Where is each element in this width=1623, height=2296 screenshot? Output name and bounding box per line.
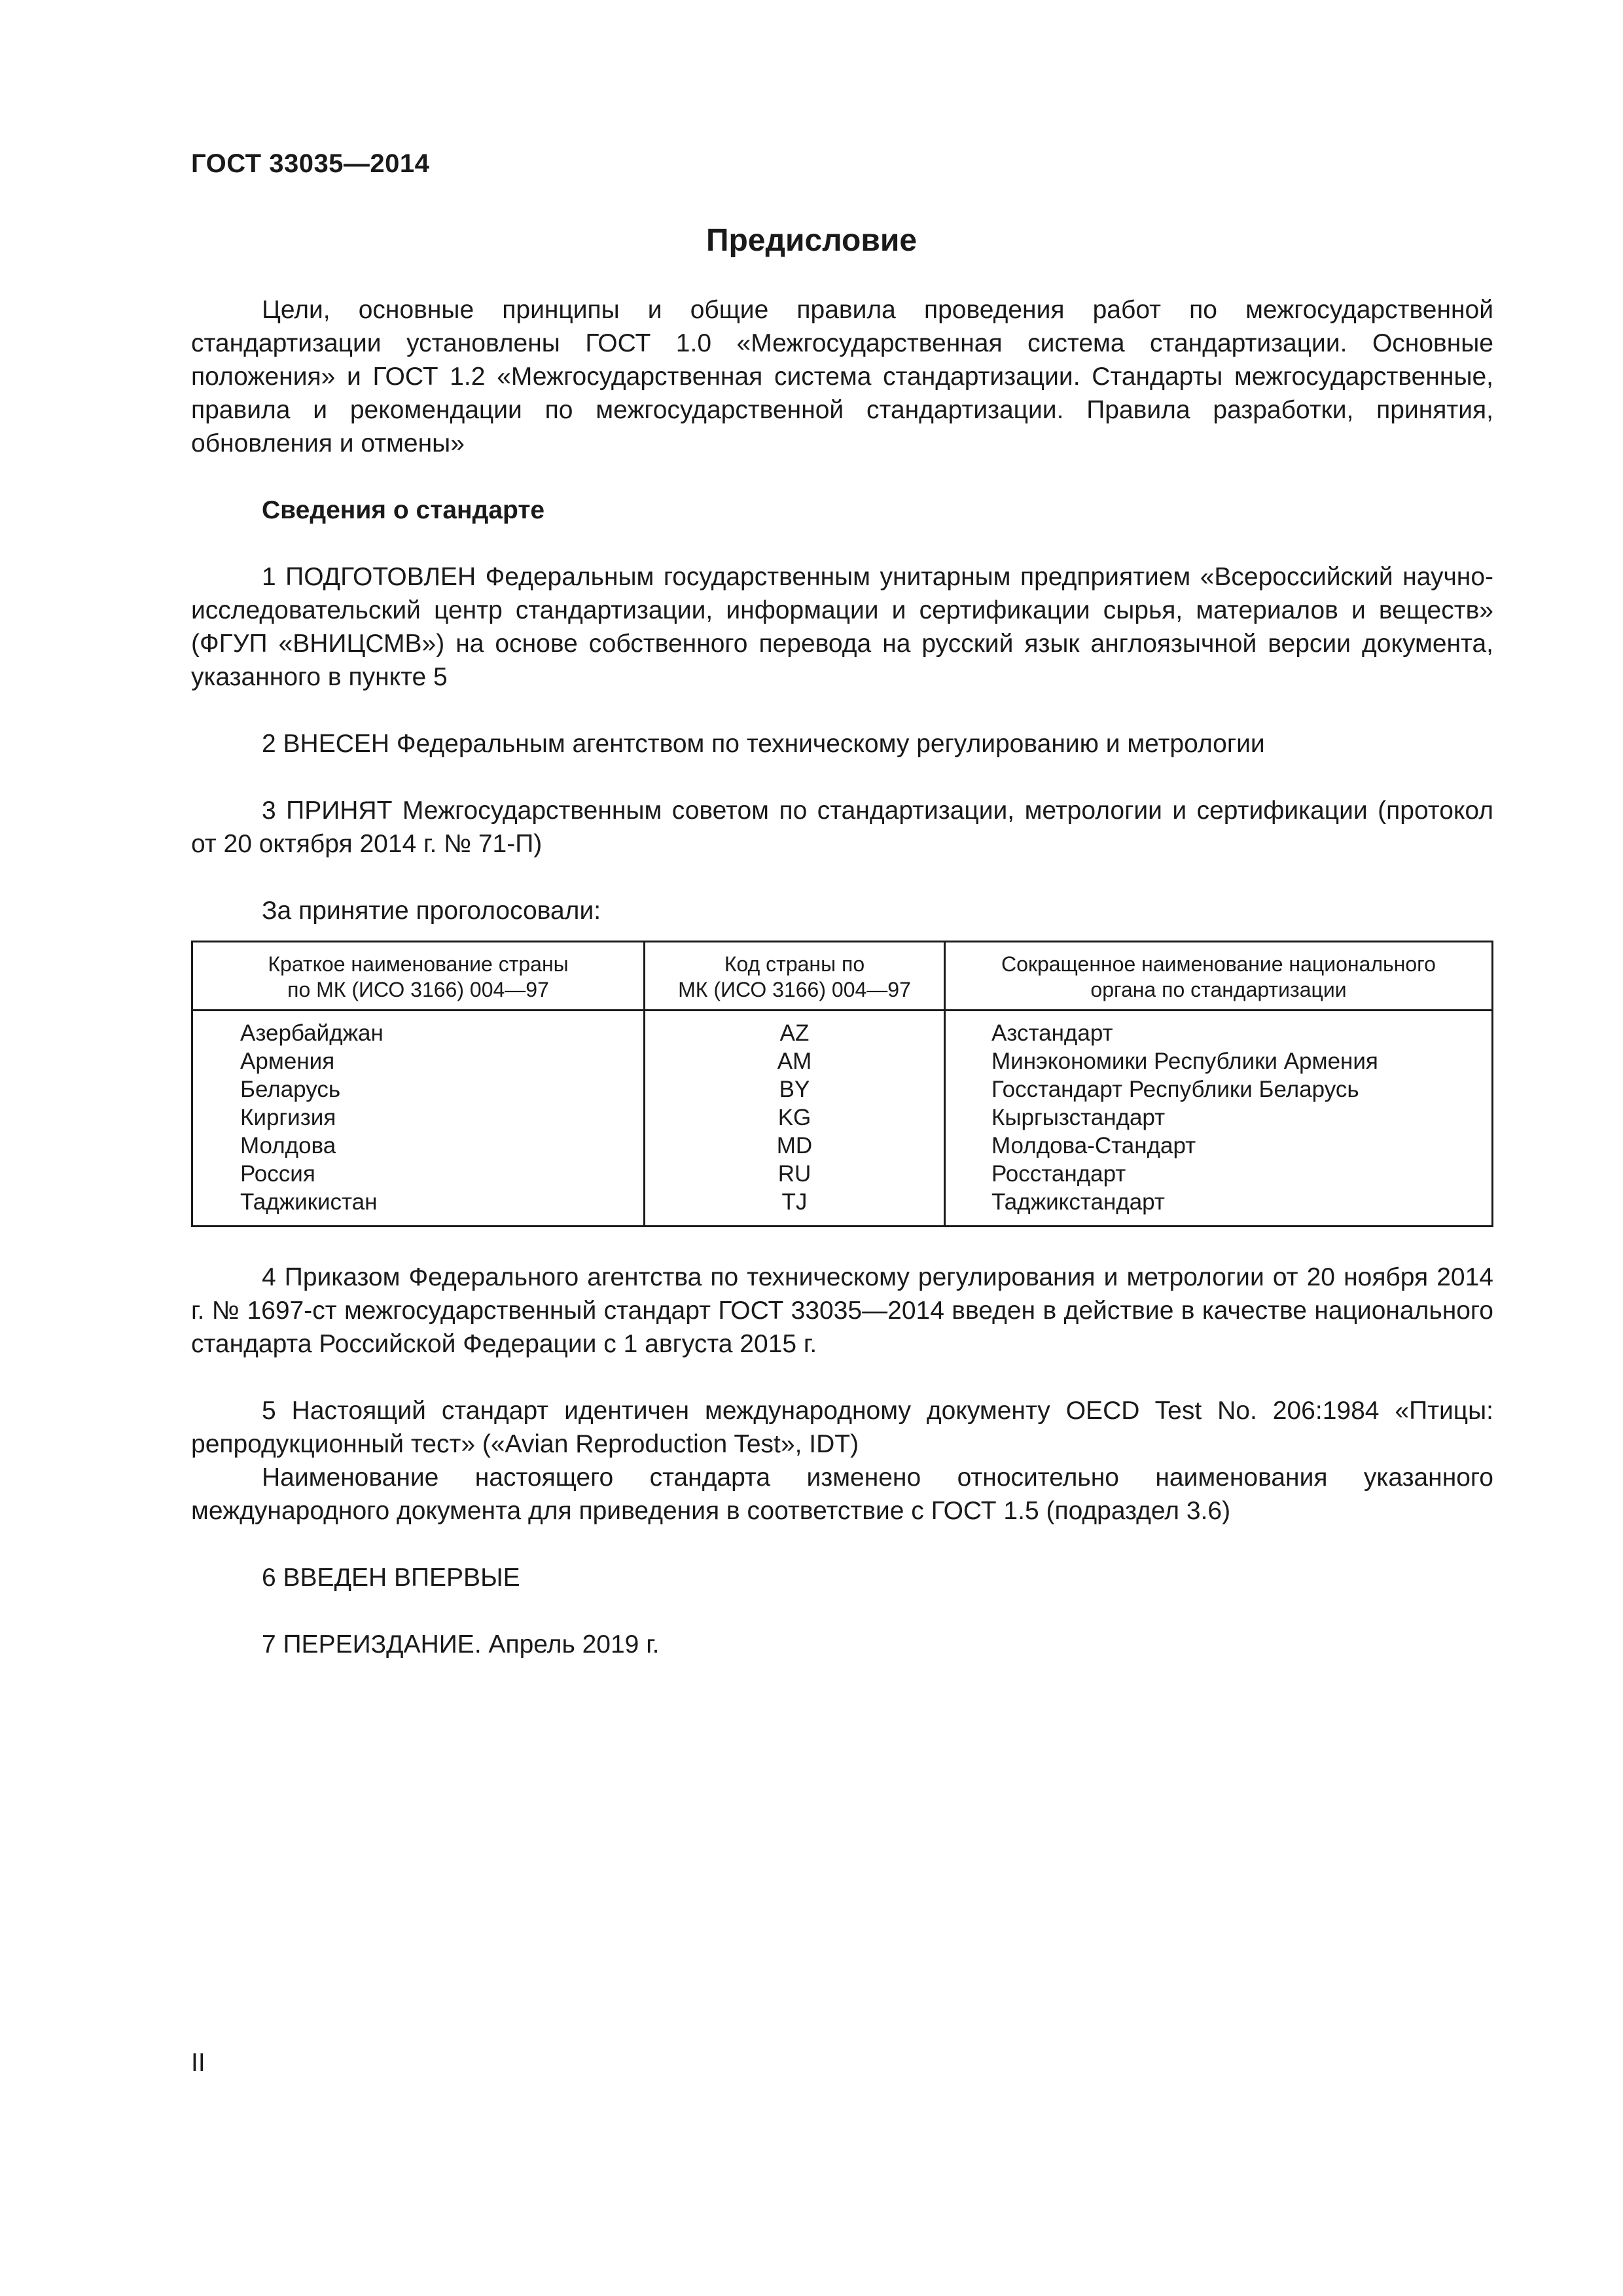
header-text: МК (ИСО 3166) 004—97: [678, 978, 911, 1001]
item-2-paragraph: 2 ВНЕСЕН Федеральным агентством по техническому регулированию и метрологии: [262, 730, 1265, 758]
item-1-paragraph: 1 ПОДГОТОВЛЕН Федеральным государственным унитарным предприятием «Всероссийский научно-исследовательский центр стандартизации, информации и сертификации сырья, материалов и веществ» (ФГУП «ВНИЦСМВ») на основе собственного перевода на русский язык англоязычной версии документа, указанного в пункте 5: [191, 563, 1493, 691]
country-code: TJ: [781, 1189, 808, 1215]
item-6-paragraph: 6 ВВЕДЕН ВПЕРВЫЕ: [262, 1564, 520, 1592]
country-name: Армения: [240, 1049, 335, 1074]
item-5-note: Наименование настоящего стандарта изменено относительно наименования указанного международного документа для приведения в соответствие с ГОСТ 1.5 (подраздел 3.6): [191, 1463, 1493, 1525]
country-code: BY: [779, 1077, 810, 1102]
standards-body-name: Таджикстандарт: [991, 1189, 1165, 1215]
standards-body-name: Госстандарт Республики Беларусь: [991, 1077, 1359, 1102]
header-text: Краткое наименование страны: [268, 952, 569, 976]
vote-label: За принятие проголосовали:: [262, 897, 601, 925]
voting-states-table: [191, 941, 1493, 1227]
country-name: Киргизия: [240, 1105, 336, 1130]
table-row: [192, 1011, 1493, 1227]
standards-body-name: Кыргызстандарт: [991, 1105, 1166, 1130]
country-name: Молдова: [240, 1133, 336, 1158]
page-number: II: [191, 2049, 205, 2077]
country-code: AZ: [779, 1020, 810, 1046]
standards-body-cell: [945, 1011, 1493, 1227]
item-5-paragraph: 5 Настоящий стандарт идентичен международному документу OECD Test No. 206:1984 «Птицы: репродукционный тест» («Avian Reproduction Test», IDT): [191, 1397, 1493, 1458]
header-text: органа по стандартизации: [1090, 978, 1347, 1001]
column-header-standards-body: [945, 942, 1493, 1011]
document-code: ГОСТ 33035—2014: [191, 149, 430, 178]
header-text: Сокращенное наименование национального: [1001, 952, 1436, 976]
intro-paragraph: Цели, основные принципы и общие правила проведения работ по межгосударственной стандартизации установлены ГОСТ 1.0 «Межгосударственная система стандартизации. Основные положения» и ГОСТ 1.2 «Межгосударственная система стандартизации. Стандарты межгосударственные, правила и рекомендации по межгосударственной стандартизации. Правила разработки, принятия, обновления и отмены»: [191, 296, 1493, 457]
country-code: MD: [776, 1133, 813, 1158]
page-title: Предисловие: [705, 223, 918, 258]
country-code: AM: [777, 1049, 812, 1074]
country-cell: [192, 1011, 645, 1227]
item-7-paragraph: 7 ПЕРЕИЗДАНИЕ. Апрель 2019 г.: [262, 1630, 660, 1659]
table-header-row: [192, 942, 1493, 1011]
standards-body-name: Азстандарт: [991, 1020, 1113, 1046]
item-4-paragraph: 4 Приказом Федерального агентства по техническому регулирования и метрологии от 20 ноября 2014 г. № 1697-ст межгосударственный стандарт ГОСТ 33035—2014 введен в действие в качестве национального стандарта Российской Федерации с 1 августа 2015 г.: [191, 1263, 1493, 1358]
country-name: Беларусь: [240, 1077, 341, 1102]
info-heading: Сведения о стандарте: [262, 496, 545, 524]
country-name: Россия: [240, 1161, 315, 1187]
code-cell: [645, 1011, 945, 1227]
standards-body-name: Молдова-Стандарт: [991, 1133, 1196, 1158]
country-name: Азербайджан: [240, 1020, 383, 1046]
item-3-paragraph: 3 ПРИНЯТ Межгосударственным советом по стандартизации, метрологии и сертификации (протокол от 20 октября 2014 г. № 71-П): [191, 797, 1493, 858]
document-body: [191, 293, 1493, 1661]
country-name: Таджикистан: [240, 1189, 378, 1215]
column-header-country: [192, 942, 645, 1011]
standards-body-name: Росстандарт: [991, 1161, 1126, 1187]
standards-body-name: Минэкономики Республики Армения: [991, 1049, 1378, 1074]
country-code: RU: [777, 1161, 812, 1187]
country-code: KG: [777, 1105, 812, 1130]
column-header-code: [645, 942, 945, 1011]
header-text: по МК (ИСО 3166) 004—97: [287, 978, 549, 1001]
header-text: Код страны по: [724, 952, 865, 976]
